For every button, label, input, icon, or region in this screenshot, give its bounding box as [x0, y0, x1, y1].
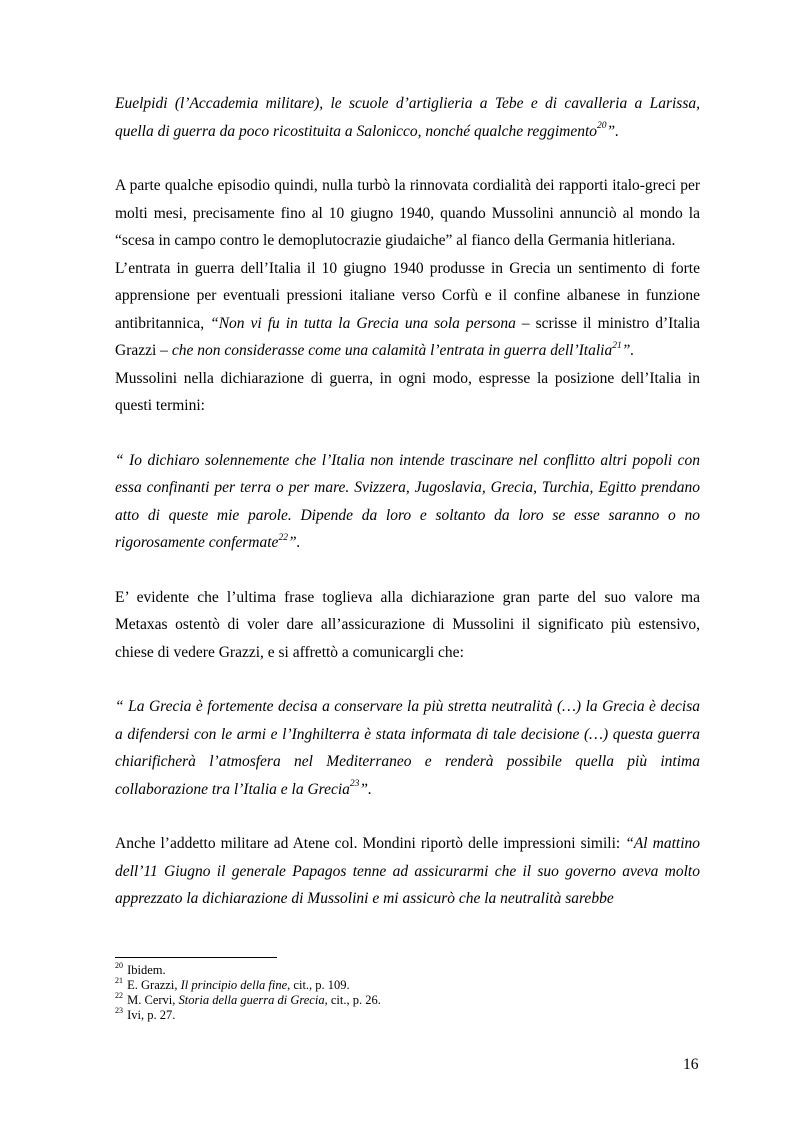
quote-text: “ Io dichiaro solennemente che l’Italia non intende trascinare nel conflitto altri popoli con essa confinanti per terra o per mare. Svizzera, Jugoslavia, Grecia, Turchia, Egitto prendano atto di queste mie parole. Dipende da loro e soltanto da loro se esse saranno o no rigorosamente confermate — [115, 451, 700, 551]
footnote-ref[interactable]: 21 — [612, 340, 622, 351]
text: Euelpidi (l’Accademia militare), le scuole d’artiglieria a Tebe e di cavalleria a Larissa, quella di guerra da poco ricostituita a Salonicco, nonché qualche reggimento — [115, 95, 700, 140]
footnote-title: Il principio della fine — [180, 978, 288, 992]
footnote-text: E. Grazzi, — [127, 978, 181, 992]
page-number: 16 — [683, 1056, 699, 1073]
footnote-text: , cit., p. 109. — [287, 978, 350, 992]
footnote — [115, 975, 700, 993]
footnote-number: 20 — [115, 960, 123, 970]
text: ”. — [621, 342, 635, 359]
text: ”. — [287, 534, 301, 551]
footnote-ref[interactable]: 23 — [349, 779, 360, 790]
paragraph: Mussolini nella dichiarazione di guerra, in ogni modo, espresse la posizione dell’Italia in questi termini: — [115, 369, 700, 414]
footnote-separator — [115, 957, 277, 958]
footnote-title: Storia della guerra di Grecia — [178, 993, 325, 1007]
quote-text: “ La Grecia è fortemente decisa a conservare la più stretta neutralità (…) la Grecia è decisa a difendersi con le armi e l’Inghilterra è stata informata di tale decisione (…) questa guerra chiarificherà l’atmosfera nel Mediterraneo e renderà possibile quella più intima collaborazione tra l’Italia e la Grecia — [115, 698, 700, 798]
footnote-text: Ibidem. — [127, 963, 166, 977]
text: ”. — [359, 780, 372, 798]
quote-text: “Al mattino dell’11 Giugno il generale Papagos tenne ad assicurarmi che il suo governo aveva molto apprezzato la dichiarazione di Mussolini e mi assicurò che la neutralità sarebbe — [115, 835, 700, 907]
paragraph: A parte qualche episodio quindi, nulla turbò la rinnovata cordialità dei rapporti italo-greci per molti mesi, precisamente fino al 10 giugno 1940, quando Mussolini annunciò al mondo la “scesa in campo contro le demoplutocrazie giudaiche” al fianco della Germania hitleriana. — [115, 177, 700, 249]
footnotes — [115, 960, 700, 1023]
footnote — [115, 960, 700, 978]
paragraph: E’ evidente che l’ultima frase toglieva alla dichiarazione gran parte del suo valore ma Metaxas ostentò di voler dare all’assicurazione di Mussolini il significato più estensivo, chiese di vedere Grazzi, e si affrettò a comunicargli che: — [115, 588, 700, 661]
footnote — [115, 990, 700, 1008]
footnote-text: Ivi, p. 27. — [127, 1008, 176, 1022]
paragraph-quote-continuation — [115, 90, 700, 145]
quote-text: che non considerasse come una calamità l’entrata in guerra dell’Italia — [171, 342, 613, 359]
footnote-number: 21 — [115, 975, 123, 985]
footnote-ref[interactable]: 20 — [597, 121, 607, 132]
paragraph — [115, 830, 700, 913]
footnote-ref[interactable]: 22 — [278, 532, 288, 543]
paragraph — [115, 255, 700, 365]
footnote-number: 23 — [115, 1005, 123, 1015]
footnote-text: , cit., p. 26. — [324, 993, 381, 1007]
footnote-text: M. Cervi, — [127, 993, 179, 1007]
block-quote — [115, 447, 700, 557]
text: ”. — [606, 122, 619, 140]
quote-text: “Non vi fu in tutta la Grecia una sola persona — [210, 314, 516, 332]
block-quote — [115, 693, 700, 803]
footnote-number: 22 — [115, 990, 123, 1000]
page-body — [115, 90, 700, 913]
text: Anche l’addetto militare ad Atene col. Mondini riportò delle impressioni simili: — [115, 835, 626, 852]
text: – scrisse il ministro d’Italia Grazzi – — [115, 314, 701, 359]
text: L’entrata in guerra dell’Italia il 10 giugno 1940 produsse in Grecia un sentimento di forte apprensione per eventuali pressioni italiane verso Corfù e il confine albanese in funzione antibritannica, — [115, 259, 700, 332]
footnote — [115, 1005, 700, 1023]
